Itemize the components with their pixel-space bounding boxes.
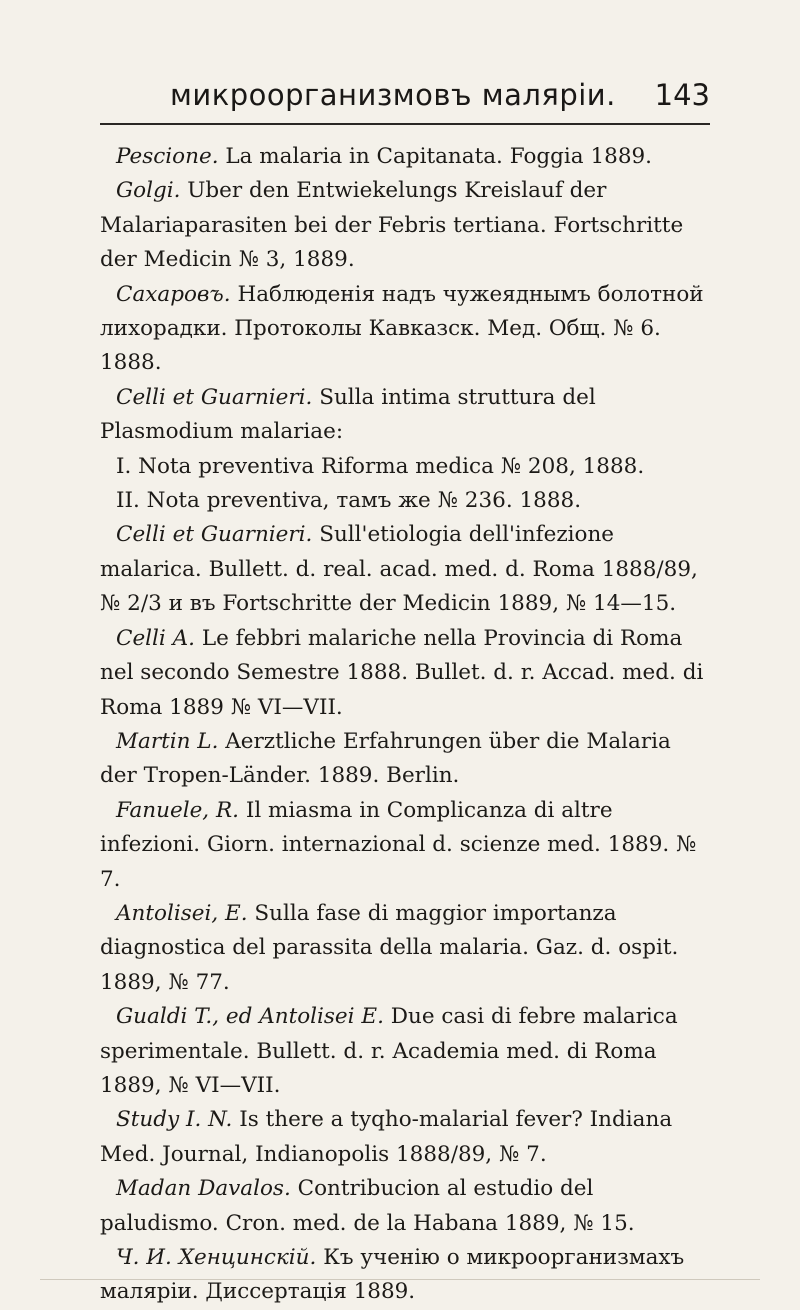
reference-text: Il miasma in Complicanza di altre infezioni. Giorn. internazional d. scienze med. 1889. № 7.	[100, 797, 697, 892]
reference-entry	[100, 1172, 712, 1241]
reference-entry	[100, 725, 712, 794]
reference-text: Due casi di febre malarica sperimentale. Bullett. d. r. Academia med. di Roma 1889, № VI—VII.	[100, 1004, 678, 1098]
reference-entry	[100, 622, 712, 725]
reference-author: Pescione.	[116, 144, 219, 169]
reference-text: Къ ученію о микроорганизмахъ маляріи. Диссертація 1889.	[100, 1245, 685, 1305]
reference-entry	[100, 278, 712, 381]
reference-author: Study I. N.	[116, 1107, 233, 1133]
reference-subentry	[100, 450, 712, 484]
reference-text: I. Nota preventiva Riforma medica № 208, 1888.	[116, 453, 645, 479]
reference-text: Sulla fase di maggior importanza diagnostica del parassita della malaria. Gaz. d. ospit. 1889, № 77.	[100, 900, 679, 995]
reference-author: Celli A.	[116, 625, 195, 651]
reference-list	[100, 140, 712, 1310]
reference-author: Celli et Guarnieri.	[116, 522, 313, 548]
reference-entry	[100, 381, 712, 450]
reference-text: Sulla intima struttura del Plasmodium malariae:	[100, 384, 596, 445]
reference-subentry	[100, 484, 712, 518]
running-head-title: микроорганизмовъ маляріи.	[170, 78, 616, 112]
reference-author: Golgi.	[116, 178, 181, 204]
reference-text: Aerztliche Erfahrungen über die Malaria der Tropen-Länder. 1889. Berlin.	[100, 728, 671, 789]
reference-author: Сахаровъ.	[116, 281, 231, 307]
page-edge-line	[40, 1279, 760, 1280]
reference-author: Madan Davalos.	[116, 1176, 291, 1202]
reference-author: Martin L.	[116, 728, 219, 754]
reference-entry	[100, 794, 712, 897]
page-number: 143	[654, 78, 710, 112]
running-header	[100, 78, 710, 118]
reference-author: Celli et Guarnieri.	[116, 384, 313, 410]
reference-entry	[100, 140, 712, 174]
reference-entry	[100, 1103, 712, 1172]
reference-author: Fanuele, R.	[116, 797, 239, 823]
reference-text: Le febbri malariche nella Provincia di Roma nel secondo Semestre 1888. Bullet. d. r. Accad. med. di Roma 1889 № VI—VII.	[100, 625, 704, 720]
reference-text: II. Nota preventiva, тамъ же № 236. 1888.	[116, 488, 582, 514]
reference-text: Наблюденія надъ чужеяднымъ болотной лихорадки. Протоколы Кавказск. Мед. Общ. № 6. 1888.	[100, 281, 704, 376]
reference-entry	[100, 897, 712, 1000]
reference-text: Uber den Entwiekelungs Kreislauf der Malariaparasiten bei der Febris tertiana. Fortschritte der Medicin № 3, 1889.	[100, 178, 684, 273]
reference-author: Ч. И. Хенцинскій.	[116, 1245, 317, 1270]
reference-entry	[100, 174, 712, 277]
reference-author: Gualdi T., ed Antolisei E.	[116, 1004, 384, 1030]
reference-text: Sull'etiologia dell'infezione malarica. Bullett. d. real. acad. med. d. Roma 1888/89, № 2/3 и въ Fortschritte der Medicin 1889, № 14—15.	[100, 522, 698, 617]
reference-entry	[100, 1000, 712, 1103]
reference-author: Antolisei, E.	[116, 900, 248, 926]
reference-text: Contribucion al estudio del paludismo. Cron. med. de la Habana 1889, № 15.	[100, 1176, 635, 1236]
reference-entry	[100, 1241, 712, 1310]
header-rule	[100, 123, 710, 125]
reference-text: Is there a tyqho-malarial fever? Indiana Med. Journal, Indianopolis 1888/89, № 7.	[100, 1107, 673, 1167]
reference-entry	[100, 518, 712, 621]
reference-text: La malaria in Capitanata. Foggia 1889.	[218, 144, 653, 169]
